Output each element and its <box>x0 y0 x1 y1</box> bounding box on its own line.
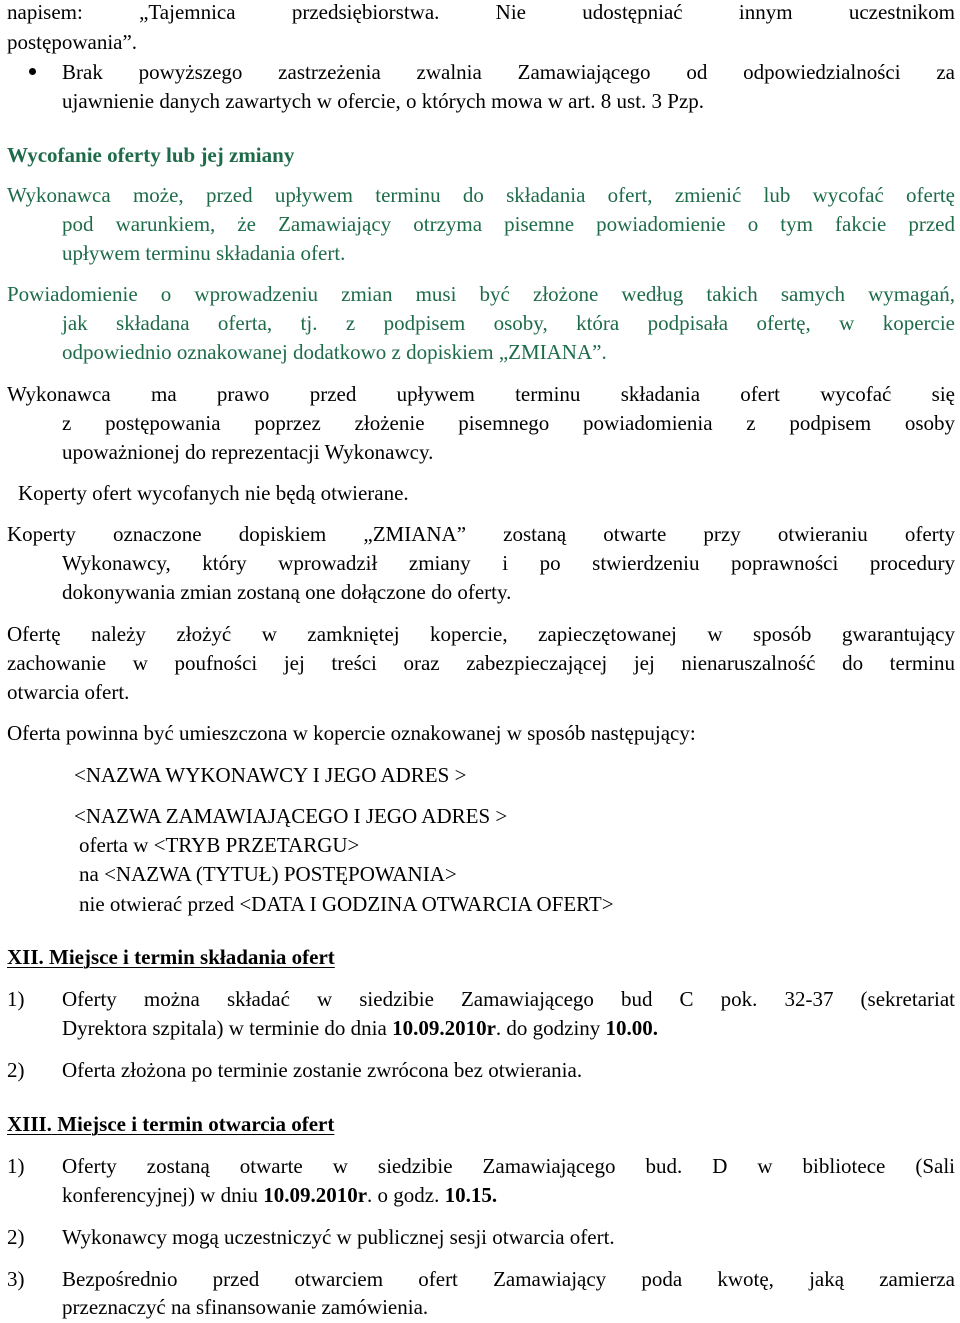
xii-item-1-line-1: Oferty można składać w siedzibie Zamawiającego bud C pok. 32-37 (sekretariat <box>62 987 955 1011</box>
withdraw-p3-l3: upoważnionej do reprezentacji Wykonawcy. <box>62 440 434 464</box>
section-xiii-heading <box>7 1114 334 1135</box>
withdraw-p2-l3: odpowiednio oznakowanej dodatkowo z dopiskiem „ZMIANA”. <box>62 340 607 364</box>
top-line-2: postępowania”. <box>7 30 138 54</box>
bullet-line-2: ujawnienie danych zawartych w ofercie, o których mowa w art. 8 ust. 3 Pzp. <box>62 89 705 113</box>
section-xii-heading <box>7 947 335 968</box>
withdraw-p3-l1: Wykonawca ma prawo przed upływem terminu składania ofert wycofać się <box>7 382 955 406</box>
deadline-time: 10.00. <box>605 1016 659 1040</box>
section-title: Miejsce i termin otwarcia ofert <box>57 1112 335 1136</box>
withdraw-p7: Oferta powinna być umieszczona w kopercie oznakowanej w sposób następujący: <box>7 721 696 745</box>
list-number: 1) <box>7 1154 25 1178</box>
text-fragment: konferencyjnej) w dniu <box>62 1183 264 1207</box>
opening-time: 10.15. <box>444 1183 498 1207</box>
list-number: 2) <box>7 1225 25 1249</box>
envelope-line-4: na <NAZWA (TYTUŁ) POSTĘPOWANIA> <box>79 862 457 886</box>
withdraw-p5-l3: dokonywania zmian zostaną one dołączone do oferty. <box>62 580 512 604</box>
envelope-line-3: oferta w <TRYB PRZETARGU> <box>79 833 360 857</box>
list-number: 1) <box>7 987 25 1011</box>
bullet-line-1: Brak powyższego zastrzeżenia zwalnia Zamawiającego od odpowiedzialności za <box>62 60 955 84</box>
opening-date: 10.09.2010r <box>263 1183 368 1207</box>
withdraw-p4: Koperty ofert wycofanych nie będą otwierane. <box>18 481 409 505</box>
bullet-icon <box>29 68 36 75</box>
withdraw-p6-l1: Ofertę należy złożyć w zamkniętej kopercie, zapieczętowanej w sposób gwarantujący <box>7 622 955 646</box>
withdraw-p5-l2: Wykonawcy, który wprowadził zmiany i po stwierdzeniu poprawności procedury <box>62 551 955 575</box>
section-title: Miejsce i termin składania ofert <box>49 945 335 969</box>
withdraw-p6-l2: zachowanie w poufności jej treści oraz zabezpieczającej jej nienaruszalność do terminu <box>7 651 955 675</box>
xiii-item-1-line-2 <box>62 1185 497 1206</box>
withdraw-p5-l1: Koperty oznaczone dopiskiem „ZMIANA” zostaną otwarte przy otwieraniu oferty <box>7 522 955 546</box>
xii-item-2: Oferta złożona po terminie zostanie zwrócona bez otwierania. <box>62 1058 583 1082</box>
withdraw-heading: Wycofanie oferty lub jej zmiany <box>7 143 295 167</box>
xiii-item-3-line-2: przeznaczyć na sfinansowanie zamówienia. <box>62 1295 429 1319</box>
list-number: 2) <box>7 1058 25 1082</box>
xii-item-1-line-2 <box>62 1018 658 1039</box>
withdraw-p6-l3: otwarcia ofert. <box>7 680 130 704</box>
withdraw-p2-l1: Powiadomienie o wprowadzeniu zmian musi być złożone według takich samych wymagań, <box>7 282 955 306</box>
text-fragment: Dyrektora szpitala) w terminie do dnia <box>62 1016 393 1040</box>
withdraw-p3-l2: z postępowania poprzez złożenie pisemnego powiadomienia z podpisem osoby <box>62 411 955 435</box>
text-fragment: . o godz. <box>367 1183 445 1207</box>
top-line-1: napisem: „Tajemnica przedsiębiorstwa. Nie udostępniać innym uczestnikom <box>7 0 955 24</box>
withdraw-p1-l3: upływem terminu składania ofert. <box>62 241 346 265</box>
section-number: XII. <box>7 945 44 969</box>
envelope-line-1: <NAZWA WYKONAWCY I JEGO ADRES > <box>74 763 467 787</box>
withdraw-p1-l1: Wykonawca może, przed upływem terminu do składania ofert, zmienić lub wycofać ofertę <box>7 183 955 207</box>
deadline-date: 10.09.2010r <box>392 1016 496 1040</box>
withdraw-p1-l2: pod warunkiem, że Zamawiający otrzyma pisemne powiadomienie o tym fakcie przed <box>62 212 955 236</box>
envelope-line-5: nie otwierać przed <DATA I GODZINA OTWARCIA OFERT> <box>79 892 614 916</box>
section-number: XIII. <box>7 1112 52 1136</box>
xiii-item-3-line-1: Bezpośrednio przed otwarciem ofert Zamawiający poda kwotę, jaką zamierza <box>62 1267 955 1291</box>
xiii-item-1-line-1: Oferty zostaną otwarte w siedzibie Zamawiającego bud. D w bibliotece (Sali <box>62 1154 955 1178</box>
list-number: 3) <box>7 1267 25 1291</box>
envelope-line-2: <NAZWA ZAMAWIAJĄCEGO I JEGO ADRES > <box>74 804 508 828</box>
xiii-item-2: Wykonawcy mogą uczestniczyć w publicznej sesji otwarcia ofert. <box>62 1225 615 1249</box>
text-fragment: . do godziny <box>495 1016 606 1040</box>
withdraw-p2-l2: jak składana oferta, tj. z podpisem osoby, która podpisała ofertę, w kopercie <box>62 311 955 335</box>
